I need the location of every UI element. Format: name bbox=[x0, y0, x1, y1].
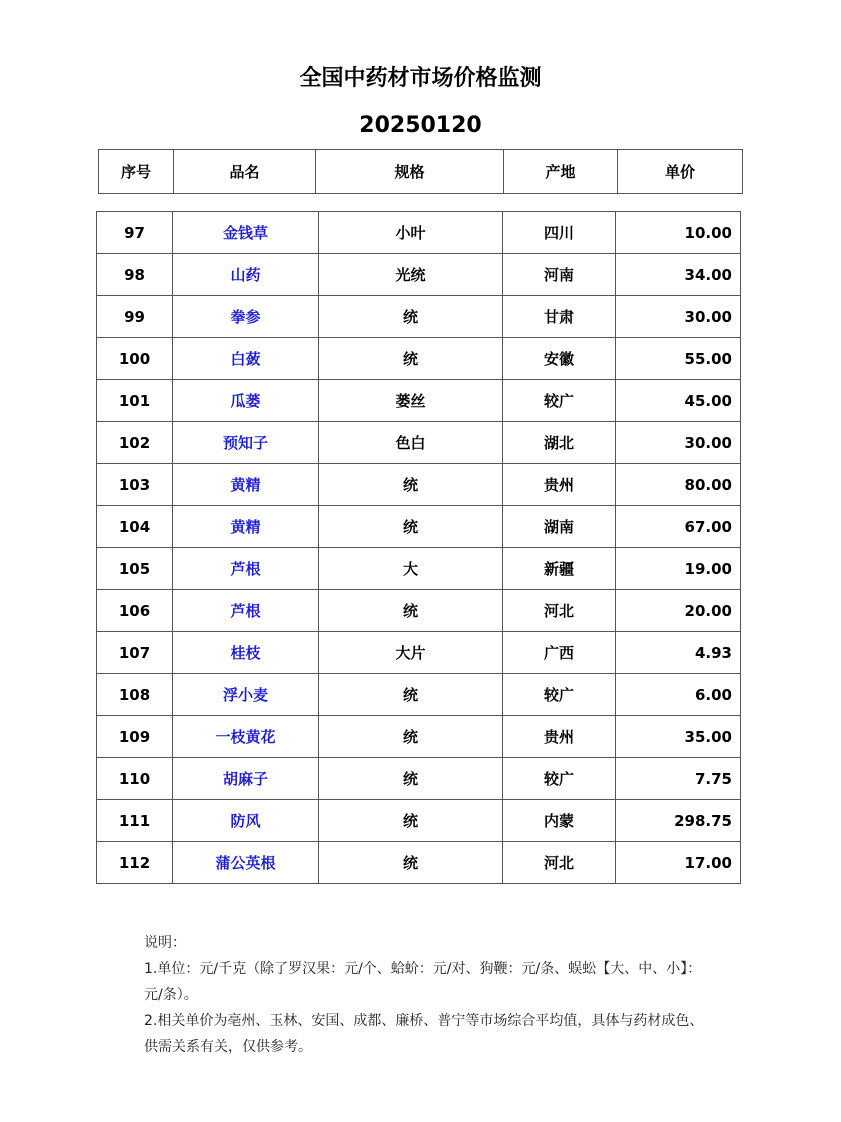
cell-spec: 统 bbox=[319, 506, 503, 548]
table-row bbox=[97, 758, 741, 800]
cell-origin: 河北 bbox=[503, 590, 616, 632]
cell-spec: 光统 bbox=[319, 254, 503, 296]
cell-spec: 统 bbox=[319, 716, 503, 758]
table-row bbox=[97, 716, 741, 758]
cell-index: 99 bbox=[97, 296, 173, 338]
cell-index: 102 bbox=[97, 422, 173, 464]
cell-name: 芦根 bbox=[173, 548, 319, 590]
cell-spec: 统 bbox=[319, 338, 503, 380]
table-row bbox=[97, 338, 741, 380]
cell-origin: 四川 bbox=[503, 212, 616, 254]
cell-price: 30.00 bbox=[616, 296, 741, 338]
table-row bbox=[97, 380, 741, 422]
cell-name: 桂枝 bbox=[173, 632, 319, 674]
notes-line-unit: 1.单位：元/千克（除了罗汉果：元/个、蛤蚧：元/对、狗鞭：元/条、蜈蚣【大、中、小】：元/条）。 bbox=[144, 961, 702, 1003]
cell-origin: 新疆 bbox=[503, 548, 616, 590]
cell-name: 瓜蒌 bbox=[173, 380, 319, 422]
cell-price: 45.00 bbox=[616, 380, 741, 422]
cell-price: 10.00 bbox=[616, 212, 741, 254]
cell-name: 一枝黄花 bbox=[173, 716, 319, 758]
cell-index: 111 bbox=[97, 800, 173, 842]
cell-name: 浮小麦 bbox=[173, 674, 319, 716]
notes-line-source: 2.相关单价为亳州、玉林、安国、成都、廉桥、普宁等市场综合平均值，具体与药材成色、供需关系有关，仅供参考。 bbox=[144, 1013, 704, 1055]
cell-spec: 统 bbox=[319, 842, 503, 884]
cell-price: 80.00 bbox=[616, 464, 741, 506]
cell-spec: 色白 bbox=[319, 422, 503, 464]
cell-index: 101 bbox=[97, 380, 173, 422]
cell-name: 黄精 bbox=[173, 464, 319, 506]
cell-price: 17.00 bbox=[616, 842, 741, 884]
cell-index: 100 bbox=[97, 338, 173, 380]
cell-spec: 统 bbox=[319, 296, 503, 338]
table-row bbox=[97, 422, 741, 464]
cell-name: 黄精 bbox=[173, 506, 319, 548]
cell-index: 110 bbox=[97, 758, 173, 800]
cell-price: 67.00 bbox=[616, 506, 741, 548]
cell-origin: 安徽 bbox=[503, 338, 616, 380]
cell-index: 103 bbox=[97, 464, 173, 506]
table-header bbox=[98, 149, 743, 194]
cell-spec: 小叶 bbox=[319, 212, 503, 254]
cell-price: 6.00 bbox=[616, 674, 741, 716]
cell-price: 298.75 bbox=[616, 800, 741, 842]
cell-name: 白蔹 bbox=[173, 338, 319, 380]
cell-index: 108 bbox=[97, 674, 173, 716]
cell-origin: 广西 bbox=[503, 632, 616, 674]
cell-price: 4.93 bbox=[616, 632, 741, 674]
table-row bbox=[97, 674, 741, 716]
cell-index: 106 bbox=[97, 590, 173, 632]
column-header-spec: 规格 bbox=[316, 150, 504, 194]
table-row bbox=[97, 800, 741, 842]
table-row bbox=[97, 464, 741, 506]
cell-index: 104 bbox=[97, 506, 173, 548]
cell-spec: 统 bbox=[319, 674, 503, 716]
cell-index: 107 bbox=[97, 632, 173, 674]
page-title: 全国中药材市场价格监测 bbox=[299, 66, 542, 91]
price-table bbox=[96, 211, 741, 884]
cell-price: 35.00 bbox=[616, 716, 741, 758]
report-date: 20250120 bbox=[359, 113, 482, 138]
cell-origin: 湖北 bbox=[503, 422, 616, 464]
column-header-price: 单价 bbox=[618, 150, 743, 194]
column-header-index: 序号 bbox=[99, 150, 174, 194]
cell-origin: 较广 bbox=[503, 674, 616, 716]
cell-price: 7.75 bbox=[616, 758, 741, 800]
cell-name: 芦根 bbox=[173, 590, 319, 632]
column-header-origin: 产地 bbox=[504, 150, 618, 194]
table-row bbox=[97, 254, 741, 296]
cell-spec: 蒌丝 bbox=[319, 380, 503, 422]
table-row bbox=[97, 548, 741, 590]
cell-name: 预知子 bbox=[173, 422, 319, 464]
table-row bbox=[97, 590, 741, 632]
cell-origin: 河北 bbox=[503, 842, 616, 884]
notes-heading: 说明： bbox=[144, 935, 186, 951]
table-row bbox=[97, 842, 741, 884]
cell-origin: 较广 bbox=[503, 380, 616, 422]
cell-spec: 统 bbox=[319, 758, 503, 800]
cell-index: 112 bbox=[97, 842, 173, 884]
notes-section bbox=[144, 930, 704, 1060]
cell-spec: 统 bbox=[319, 464, 503, 506]
cell-name: 金钱草 bbox=[173, 212, 319, 254]
cell-index: 109 bbox=[97, 716, 173, 758]
cell-origin: 贵州 bbox=[503, 716, 616, 758]
cell-price: 34.00 bbox=[616, 254, 741, 296]
cell-price: 19.00 bbox=[616, 548, 741, 590]
table-row bbox=[97, 506, 741, 548]
cell-index: 105 bbox=[97, 548, 173, 590]
cell-index: 98 bbox=[97, 254, 173, 296]
cell-origin: 较广 bbox=[503, 758, 616, 800]
cell-name: 拳参 bbox=[173, 296, 319, 338]
cell-price: 30.00 bbox=[616, 422, 741, 464]
cell-index: 97 bbox=[97, 212, 173, 254]
table-row bbox=[97, 212, 741, 254]
cell-spec: 统 bbox=[319, 800, 503, 842]
cell-name: 山药 bbox=[173, 254, 319, 296]
table-row bbox=[97, 296, 741, 338]
cell-origin: 甘肃 bbox=[503, 296, 616, 338]
cell-price: 20.00 bbox=[616, 590, 741, 632]
cell-origin: 湖南 bbox=[503, 506, 616, 548]
cell-origin: 内蒙 bbox=[503, 800, 616, 842]
cell-name: 胡麻子 bbox=[173, 758, 319, 800]
cell-name: 蒲公英根 bbox=[173, 842, 319, 884]
cell-name: 防风 bbox=[173, 800, 319, 842]
cell-spec: 大片 bbox=[319, 632, 503, 674]
cell-origin: 河南 bbox=[503, 254, 616, 296]
cell-price: 55.00 bbox=[616, 338, 741, 380]
cell-spec: 大 bbox=[319, 548, 503, 590]
table-row bbox=[97, 632, 741, 674]
cell-spec: 统 bbox=[319, 590, 503, 632]
cell-origin: 贵州 bbox=[503, 464, 616, 506]
column-header-name: 品名 bbox=[174, 150, 316, 194]
